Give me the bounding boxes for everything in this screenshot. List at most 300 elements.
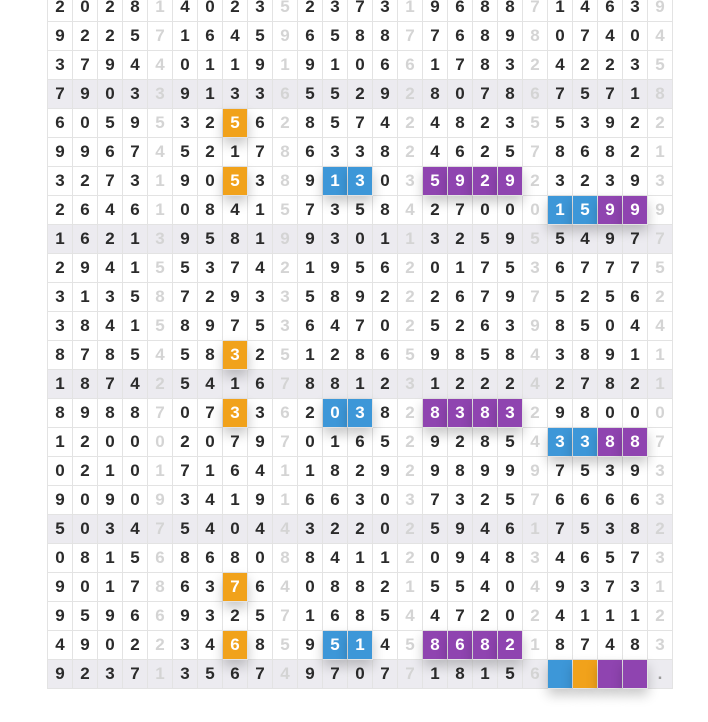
grid-cell[interactable]: 6 [323, 486, 348, 515]
grid-cell[interactable]: 1 [623, 341, 648, 370]
grid-cell[interactable]: 6 [223, 457, 248, 486]
highlighted-cell[interactable]: 6 [223, 631, 248, 660]
grid-cell[interactable]: 5 [123, 22, 148, 51]
grid-cell[interactable]: 3 [98, 515, 123, 544]
grid-cell[interactable]: 9 [248, 486, 273, 515]
grid-cell[interactable]: 6 [573, 138, 598, 167]
grid-cell[interactable]: 2 [473, 370, 498, 399]
grid-cell[interactable]: 3 [123, 80, 148, 109]
grid-cell[interactable]: 5 [573, 312, 598, 341]
grid-cell[interactable]: 6 [348, 428, 373, 457]
grid-cell[interactable]: 5 [48, 515, 73, 544]
grid-cell[interactable]: 9 [73, 399, 98, 428]
grid-cell[interactable]: 3 [173, 109, 198, 138]
grid-cell[interactable]: 0 [248, 544, 273, 573]
grid-cell[interactable]: 9 [48, 602, 73, 631]
grid-cell[interactable]: 3 [248, 80, 273, 109]
grid-cell[interactable]: 4 [423, 602, 448, 631]
grid-cell[interactable]: 0 [73, 573, 98, 602]
highlighted-cell[interactable]: 3 [498, 399, 523, 428]
grid-cell[interactable]: 7 [198, 399, 223, 428]
grid-cell[interactable]: 2 [323, 515, 348, 544]
grid-cell[interactable]: 9 [248, 51, 273, 80]
grid-cell[interactable]: 4 [98, 312, 123, 341]
grid-cell[interactable]: 3 [98, 660, 123, 689]
grid-cell[interactable]: 0 [223, 515, 248, 544]
grid-cell[interactable]: 6 [173, 573, 198, 602]
grid-cell[interactable]: 1 [98, 457, 123, 486]
grid-cell[interactable]: 5 [598, 544, 623, 573]
highlighted-cell[interactable]: 9 [623, 196, 648, 225]
grid-cell[interactable]: 1 [348, 544, 373, 573]
grid-cell[interactable]: 1 [623, 80, 648, 109]
highlighted-cell[interactable]: 3 [348, 399, 373, 428]
grid-cell[interactable]: 8 [98, 399, 123, 428]
grid-cell[interactable]: 5 [123, 341, 148, 370]
grid-cell[interactable]: 8 [498, 544, 523, 573]
grid-cell[interactable]: 8 [598, 370, 623, 399]
grid-cell[interactable]: 9 [48, 660, 73, 689]
highlighted-cell[interactable]: 5 [573, 196, 598, 225]
grid-cell[interactable]: 8 [373, 22, 398, 51]
grid-cell[interactable]: 4 [323, 544, 348, 573]
highlighted-cell[interactable]: 2 [498, 631, 523, 660]
grid-cell[interactable]: 7 [598, 573, 623, 602]
grid-cell[interactable]: 4 [198, 486, 223, 515]
highlighted-cell[interactable] [548, 660, 573, 689]
grid-cell[interactable]: 2 [48, 196, 73, 225]
grid-cell[interactable]: 4 [598, 631, 623, 660]
grid-cell[interactable]: 5 [423, 312, 448, 341]
grid-cell[interactable]: 9 [423, 457, 448, 486]
grid-cell[interactable]: 4 [423, 138, 448, 167]
grid-cell[interactable]: 4 [473, 544, 498, 573]
grid-cell[interactable]: 8 [448, 341, 473, 370]
grid-cell[interactable]: 4 [223, 22, 248, 51]
grid-cell[interactable]: 7 [623, 254, 648, 283]
grid-cell[interactable]: 0 [198, 0, 223, 22]
grid-cell[interactable]: 7 [373, 660, 398, 689]
highlighted-cell[interactable]: 5 [223, 167, 248, 196]
grid-cell[interactable]: 9 [373, 80, 398, 109]
grid-cell[interactable]: 2 [73, 167, 98, 196]
grid-cell[interactable]: 3 [323, 0, 348, 22]
grid-cell[interactable]: 0 [623, 22, 648, 51]
grid-cell[interactable]: 8 [498, 80, 523, 109]
grid-cell[interactable]: 8 [73, 544, 98, 573]
highlighted-cell[interactable]: 5 [223, 109, 248, 138]
grid-cell[interactable]: 5 [548, 283, 573, 312]
grid-cell[interactable]: 6 [223, 660, 248, 689]
grid-cell[interactable]: 7 [298, 196, 323, 225]
grid-cell[interactable]: 8 [473, 0, 498, 22]
grid-cell[interactable]: 2 [98, 225, 123, 254]
grid-cell[interactable]: 0 [173, 399, 198, 428]
grid-cell[interactable]: 9 [448, 544, 473, 573]
grid-cell[interactable]: 4 [198, 370, 223, 399]
grid-cell[interactable]: 0 [623, 399, 648, 428]
grid-cell[interactable]: 1 [423, 51, 448, 80]
grid-cell[interactable]: 9 [198, 312, 223, 341]
grid-cell[interactable]: 5 [323, 109, 348, 138]
grid-cell[interactable]: 9 [348, 283, 373, 312]
grid-cell[interactable]: 3 [123, 167, 148, 196]
grid-cell[interactable]: 8 [498, 0, 523, 22]
grid-cell[interactable]: 1 [448, 254, 473, 283]
highlighted-cell[interactable]: 3 [348, 167, 373, 196]
grid-cell[interactable]: 9 [598, 109, 623, 138]
grid-cell[interactable]: 9 [298, 167, 323, 196]
grid-cell[interactable]: 3 [173, 660, 198, 689]
grid-cell[interactable]: 1 [198, 457, 223, 486]
grid-cell[interactable]: 3 [198, 254, 223, 283]
grid-cell[interactable]: 9 [423, 341, 448, 370]
grid-cell[interactable]: 9 [473, 457, 498, 486]
grid-cell[interactable]: 2 [198, 138, 223, 167]
grid-cell[interactable]: 8 [298, 544, 323, 573]
grid-cell[interactable]: 1 [48, 428, 73, 457]
grid-cell[interactable]: 5 [498, 660, 523, 689]
grid-cell[interactable]: 4 [548, 544, 573, 573]
grid-cell[interactable]: 9 [423, 0, 448, 22]
grid-cell[interactable]: 8 [348, 22, 373, 51]
grid-cell[interactable]: 2 [73, 22, 98, 51]
grid-cell[interactable]: 2 [98, 0, 123, 22]
grid-cell[interactable]: 1 [548, 0, 573, 22]
grid-cell[interactable]: 8 [298, 370, 323, 399]
grid-cell[interactable]: 2 [323, 341, 348, 370]
grid-cell[interactable]: 0 [598, 399, 623, 428]
grid-cell[interactable]: 4 [423, 109, 448, 138]
grid-cell[interactable]: 1 [473, 660, 498, 689]
grid-cell[interactable]: 1 [123, 225, 148, 254]
grid-cell[interactable]: 9 [548, 399, 573, 428]
grid-cell[interactable]: 0 [123, 457, 148, 486]
grid-cell[interactable]: 9 [298, 51, 323, 80]
grid-cell[interactable]: 2 [623, 370, 648, 399]
grid-cell[interactable]: 3 [623, 51, 648, 80]
grid-cell[interactable]: 1 [373, 225, 398, 254]
grid-cell[interactable]: 5 [498, 254, 523, 283]
grid-cell[interactable]: 5 [323, 80, 348, 109]
grid-cell[interactable]: 0 [298, 573, 323, 602]
grid-cell[interactable]: 8 [573, 341, 598, 370]
highlighted-cell[interactable]: 1 [323, 167, 348, 196]
grid-cell[interactable]: 8 [348, 573, 373, 602]
grid-cell[interactable]: 1 [298, 341, 323, 370]
grid-cell[interactable]: 4 [248, 457, 273, 486]
grid-cell[interactable]: 7 [448, 196, 473, 225]
grid-cell[interactable]: 7 [423, 22, 448, 51]
grid-cell[interactable]: 2 [473, 486, 498, 515]
grid-cell[interactable]: 7 [573, 254, 598, 283]
grid-cell[interactable]: 1 [223, 138, 248, 167]
grid-cell[interactable]: 3 [98, 283, 123, 312]
grid-cell[interactable]: 8 [123, 0, 148, 22]
grid-cell[interactable]: 5 [473, 225, 498, 254]
grid-cell[interactable]: 1 [198, 51, 223, 80]
grid-cell[interactable]: 8 [473, 22, 498, 51]
grid-cell[interactable]: 0 [173, 51, 198, 80]
grid-cell[interactable]: 6 [373, 51, 398, 80]
grid-cell[interactable]: 3 [498, 109, 523, 138]
grid-cell[interactable]: 0 [73, 0, 98, 22]
grid-cell[interactable]: 1 [223, 486, 248, 515]
grid-cell[interactable]: 3 [373, 0, 398, 22]
grid-cell[interactable]: 0 [373, 167, 398, 196]
grid-cell[interactable]: 3 [498, 312, 523, 341]
grid-cell[interactable]: 5 [298, 283, 323, 312]
grid-cell[interactable]: 1 [323, 51, 348, 80]
grid-cell[interactable]: 5 [348, 254, 373, 283]
highlighted-cell[interactable]: 2 [473, 167, 498, 196]
grid-cell[interactable]: 2 [223, 0, 248, 22]
grid-cell[interactable]: 0 [598, 312, 623, 341]
highlighted-cell[interactable]: 5 [323, 631, 348, 660]
grid-cell[interactable]: 3 [598, 515, 623, 544]
highlighted-cell[interactable]: 8 [473, 399, 498, 428]
grid-cell[interactable]: 2 [448, 225, 473, 254]
grid-cell[interactable]: 9 [48, 486, 73, 515]
grid-cell[interactable]: 6 [298, 22, 323, 51]
grid-cell[interactable]: 5 [548, 225, 573, 254]
grid-cell[interactable]: 1 [423, 370, 448, 399]
grid-cell[interactable]: 6 [598, 0, 623, 22]
grid-cell[interactable]: 8 [223, 225, 248, 254]
grid-cell[interactable]: 0 [373, 312, 398, 341]
grid-cell[interactable]: 4 [248, 515, 273, 544]
grid-cell[interactable]: 3 [248, 0, 273, 22]
grid-cell[interactable]: 4 [623, 312, 648, 341]
grid-cell[interactable]: 6 [448, 22, 473, 51]
grid-cell[interactable]: 7 [123, 138, 148, 167]
grid-cell[interactable]: 5 [298, 80, 323, 109]
grid-cell[interactable]: 2 [623, 138, 648, 167]
grid-cell[interactable]: 9 [98, 51, 123, 80]
grid-cell[interactable]: 8 [48, 399, 73, 428]
grid-cell[interactable]: 7 [573, 631, 598, 660]
grid-cell[interactable]: 7 [573, 370, 598, 399]
grid-cell[interactable]: 8 [473, 428, 498, 457]
grid-cell[interactable]: 2 [298, 0, 323, 22]
grid-cell[interactable]: 9 [448, 515, 473, 544]
grid-cell[interactable]: 0 [448, 80, 473, 109]
grid-cell[interactable]: 2 [373, 370, 398, 399]
grid-cell[interactable]: 3 [48, 51, 73, 80]
grid-cell[interactable]: 9 [223, 283, 248, 312]
grid-cell[interactable]: 7 [473, 80, 498, 109]
grid-cell[interactable]: 8 [473, 51, 498, 80]
grid-cell[interactable]: 4 [548, 51, 573, 80]
grid-cell[interactable]: 1 [298, 457, 323, 486]
grid-cell[interactable]: 6 [123, 602, 148, 631]
grid-cell[interactable]: 4 [373, 109, 398, 138]
grid-cell[interactable]: 0 [498, 573, 523, 602]
grid-cell[interactable]: 1 [223, 51, 248, 80]
highlighted-cell[interactable]: 5 [423, 167, 448, 196]
grid-cell[interactable]: 8 [623, 631, 648, 660]
grid-cell[interactable]: 8 [198, 341, 223, 370]
grid-cell[interactable]: 5 [448, 573, 473, 602]
grid-cell[interactable]: 3 [598, 457, 623, 486]
grid-cell[interactable]: 9 [548, 573, 573, 602]
highlighted-cell[interactable]: 8 [598, 428, 623, 457]
grid-cell[interactable]: 7 [473, 254, 498, 283]
grid-cell[interactable]: 9 [98, 486, 123, 515]
grid-cell[interactable]: 3 [173, 631, 198, 660]
grid-cell[interactable]: 5 [248, 602, 273, 631]
grid-cell[interactable]: 5 [123, 544, 148, 573]
grid-cell[interactable]: 6 [198, 544, 223, 573]
grid-cell[interactable]: 5 [573, 80, 598, 109]
highlighted-cell[interactable] [623, 660, 648, 689]
grid-cell[interactable]: 4 [98, 196, 123, 225]
grid-cell[interactable]: 7 [548, 515, 573, 544]
grid-cell[interactable]: 6 [473, 312, 498, 341]
grid-cell[interactable]: 5 [198, 225, 223, 254]
grid-cell[interactable]: 8 [323, 283, 348, 312]
grid-cell[interactable]: 5 [173, 254, 198, 283]
highlighted-cell[interactable]: 1 [348, 631, 373, 660]
grid-cell[interactable]: 2 [423, 283, 448, 312]
grid-cell[interactable]: 3 [173, 486, 198, 515]
grid-cell[interactable]: 9 [298, 225, 323, 254]
grid-cell[interactable]: 3 [323, 138, 348, 167]
grid-cell[interactable]: 7 [548, 80, 573, 109]
grid-cell[interactable]: 2 [348, 457, 373, 486]
highlighted-cell[interactable]: 1 [548, 196, 573, 225]
grid-cell[interactable]: 3 [248, 399, 273, 428]
grid-cell[interactable]: 4 [198, 631, 223, 660]
grid-cell[interactable]: 6 [598, 486, 623, 515]
grid-cell[interactable]: 0 [373, 515, 398, 544]
grid-cell[interactable]: 8 [73, 370, 98, 399]
grid-cell[interactable]: 4 [173, 0, 198, 22]
grid-cell[interactable]: 6 [248, 370, 273, 399]
grid-cell[interactable]: 2 [73, 457, 98, 486]
grid-cell[interactable]: 8 [373, 399, 398, 428]
grid-cell[interactable]: 6 [548, 254, 573, 283]
grid-cell[interactable]: 6 [298, 486, 323, 515]
grid-cell[interactable]: 5 [548, 109, 573, 138]
grid-cell[interactable]: 1 [173, 22, 198, 51]
grid-cell[interactable]: 0 [473, 196, 498, 225]
grid-cell[interactable]: 3 [548, 167, 573, 196]
grid-cell[interactable]: 7 [123, 660, 148, 689]
grid-cell[interactable]: 3 [248, 167, 273, 196]
grid-cell[interactable]: 2 [198, 109, 223, 138]
grid-cell[interactable]: 5 [73, 602, 98, 631]
grid-cell[interactable]: 6 [323, 602, 348, 631]
grid-cell[interactable]: 3 [423, 225, 448, 254]
grid-cell[interactable]: 1 [623, 602, 648, 631]
grid-cell[interactable]: 9 [623, 457, 648, 486]
grid-cell[interactable]: 5 [173, 341, 198, 370]
grid-cell[interactable]: 1 [348, 370, 373, 399]
highlighted-cell[interactable]: 7 [223, 573, 248, 602]
grid-cell[interactable]: 8 [323, 370, 348, 399]
grid-cell[interactable]: 7 [348, 0, 373, 22]
grid-cell[interactable]: 8 [198, 196, 223, 225]
grid-cell[interactable]: 6 [48, 109, 73, 138]
grid-cell[interactable]: 9 [498, 225, 523, 254]
grid-cell[interactable]: 4 [473, 515, 498, 544]
grid-cell[interactable]: 8 [623, 515, 648, 544]
grid-cell[interactable]: 4 [473, 573, 498, 602]
grid-cell[interactable]: 9 [73, 138, 98, 167]
highlighted-cell[interactable]: 8 [623, 428, 648, 457]
grid-cell[interactable]: 1 [298, 602, 323, 631]
grid-cell[interactable]: 5 [598, 283, 623, 312]
grid-cell[interactable]: 0 [73, 109, 98, 138]
grid-cell[interactable]: 0 [498, 602, 523, 631]
grid-cell[interactable]: 9 [73, 80, 98, 109]
grid-cell[interactable]: 5 [373, 428, 398, 457]
grid-cell[interactable]: 7 [173, 457, 198, 486]
grid-cell[interactable]: 1 [573, 602, 598, 631]
grid-cell[interactable]: 4 [323, 312, 348, 341]
grid-cell[interactable]: 2 [498, 370, 523, 399]
grid-cell[interactable]: 0 [423, 254, 448, 283]
grid-cell[interactable]: 2 [348, 80, 373, 109]
grid-cell[interactable]: 8 [598, 138, 623, 167]
grid-cell[interactable]: 1 [123, 312, 148, 341]
grid-cell[interactable]: 1 [198, 80, 223, 109]
grid-cell[interactable]: 9 [48, 22, 73, 51]
grid-cell[interactable]: 3 [198, 573, 223, 602]
grid-cell[interactable]: 3 [348, 486, 373, 515]
grid-cell[interactable]: 4 [98, 254, 123, 283]
grid-cell[interactable]: 7 [73, 341, 98, 370]
grid-cell[interactable]: 2 [448, 370, 473, 399]
grid-cell[interactable]: 1 [598, 602, 623, 631]
grid-cell[interactable]: 1 [248, 196, 273, 225]
grid-cell[interactable]: 2 [48, 254, 73, 283]
grid-cell[interactable]: 4 [123, 370, 148, 399]
grid-cell[interactable]: 8 [123, 399, 148, 428]
grid-cell[interactable]: 8 [223, 544, 248, 573]
grid-cell[interactable]: 5 [423, 515, 448, 544]
grid-cell[interactable]: 7 [598, 254, 623, 283]
grid-cell[interactable]: 7 [623, 544, 648, 573]
grid-cell[interactable]: 9 [48, 138, 73, 167]
grid-cell[interactable]: 6 [248, 109, 273, 138]
grid-cell[interactable]: 6 [98, 138, 123, 167]
grid-cell[interactable]: 4 [48, 631, 73, 660]
grid-cell[interactable]: 6 [573, 486, 598, 515]
grid-cell[interactable]: 6 [623, 486, 648, 515]
grid-cell[interactable]: 4 [123, 51, 148, 80]
grid-cell[interactable]: 0 [373, 486, 398, 515]
grid-cell[interactable]: 8 [498, 341, 523, 370]
grid-cell[interactable]: 8 [298, 109, 323, 138]
grid-cell[interactable]: 2 [623, 109, 648, 138]
grid-cell[interactable]: 7 [448, 602, 473, 631]
grid-cell[interactable]: 6 [448, 0, 473, 22]
highlighted-cell[interactable] [573, 660, 598, 689]
grid-cell[interactable]: 8 [448, 660, 473, 689]
grid-cell[interactable]: 8 [348, 341, 373, 370]
grid-cell[interactable]: 3 [48, 167, 73, 196]
grid-cell[interactable]: 2 [248, 341, 273, 370]
grid-cell[interactable]: 9 [298, 631, 323, 660]
grid-cell[interactable]: 4 [573, 225, 598, 254]
grid-cell[interactable]: 3 [323, 196, 348, 225]
grid-cell[interactable]: 5 [323, 22, 348, 51]
grid-cell[interactable]: 6 [198, 22, 223, 51]
grid-cell[interactable]: 8 [73, 312, 98, 341]
grid-cell[interactable]: 9 [498, 22, 523, 51]
